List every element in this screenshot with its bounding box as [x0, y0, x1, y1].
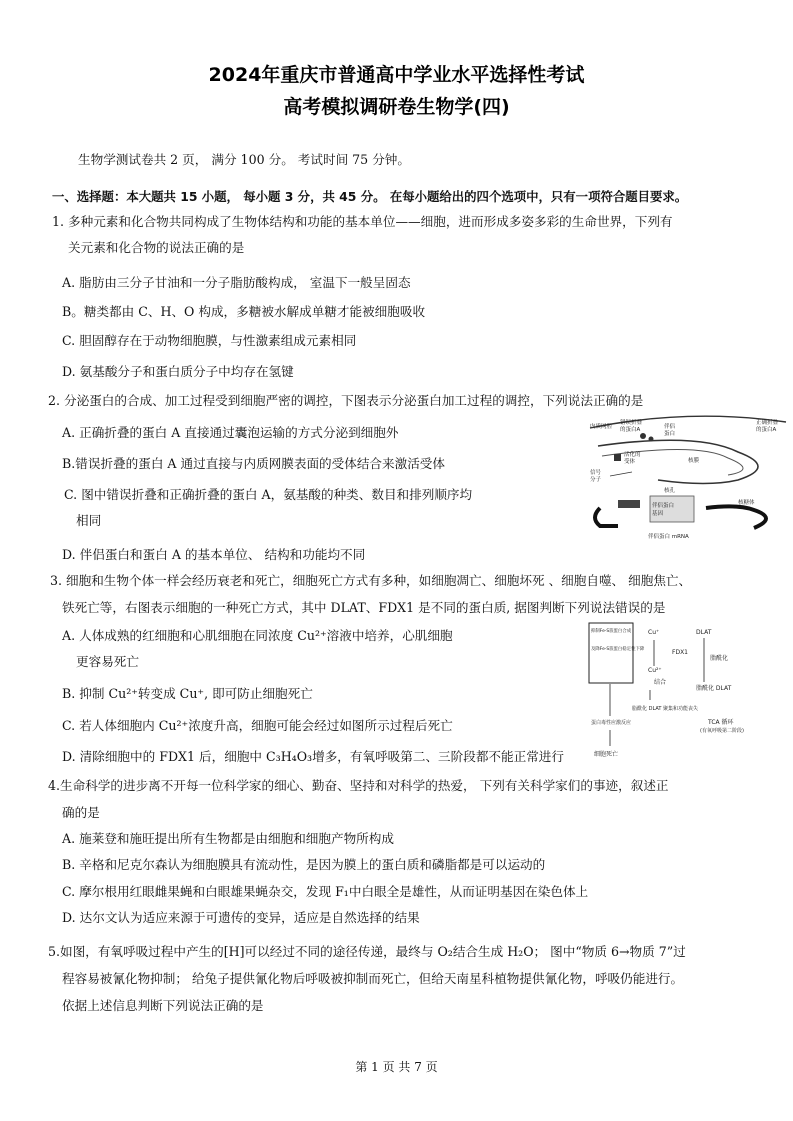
q4-option-a: A. 施莱登和施旺提出所有生物都是由细胞和细胞产物所构成	[62, 831, 394, 846]
q1-stem-1: 1. 多种元素和化合物共同构成了生物体结构和功能的基本单位——细胞，进而形成多姿多彩的生命世界，下列有	[52, 214, 673, 229]
fig3-tca2: (有氧呼吸第二阶段)	[700, 728, 744, 734]
fig3-box1: 抑制Fe-S簇蛋白合成	[591, 629, 632, 634]
q4-option-c: C. 摩尔根用红眼雌果蝇和白眼雄果蝇杂交，发现 F₁中白眼全是雄性，从而证明基因在染色体上	[62, 884, 589, 899]
q4-option-b: B. 辛格和尼克尔森认为细胞膜具有流动性，是因为膜上的蛋白质和磷脂都是可以运动的	[62, 857, 546, 872]
exam-subtitle: 高考模拟调研卷生物学(四)	[283, 96, 510, 118]
q1-stem-2: 关元素和化合物的说法正确的是	[68, 240, 245, 255]
q5-stem-1: 5.如图，有氧呼吸过程中产生的[H]可以经过不同的途径传递，最终与 O₂结合生成 H₂O； 图中“物质 6→物质 7”过	[48, 944, 686, 959]
fig2-label-protein-a: 的蛋白A	[620, 427, 641, 433]
q3-option-a-1: A. 人体成熟的红细胞和心肌细胞在同浓度 Cu²⁺溶液中培养，心肌细胞	[62, 628, 453, 643]
section-heading: 一、选择题：本大题共 15 小题， 每小题 3 分，共 45 分。 在每小题给出的四个选项中，只有一项符合题目要求。	[52, 189, 688, 204]
q1-option-a: A. 脂肪由三分子甘油和一分子脂肪酸构成， 室温下一般呈固态	[62, 275, 411, 290]
q1-option-c: C. 胆固醇存在于动物细胞膜，与性激素组成元素相同	[62, 333, 357, 348]
fig2-label-signal: 信号	[590, 470, 602, 476]
fig2-label-pore: 核孔	[664, 488, 676, 494]
fig2-label-mrna: 伴侣蛋白 mRNA	[648, 534, 689, 540]
fig3-bind: 结合	[654, 679, 667, 686]
q2-option-b: B.错误折叠的蛋白 A 通过直接与内质网膜表面的受体结合来激活受体	[62, 456, 445, 471]
fig2-label-correct: 正确折叠	[756, 420, 779, 426]
q2-option-c-2: 相同	[76, 513, 102, 528]
cuproptosis-figure	[588, 620, 788, 762]
fig3-cu1: Cu⁺	[648, 629, 660, 636]
q3-stem-1: 3. 细胞和生物个体一样会经历衰老和死亡，细胞死亡方式有多种，如细胞凋亡、细胞坏死 、细胞自噬、 细胞焦亡、	[50, 573, 692, 588]
fig3-fdx1: FDX1	[672, 649, 688, 656]
q5-stem-2: 程容易被氰化物抑制； 给兔子提供氰化物后呼吸被抑制而死亡，但给天南星科植物提供氰化物，呼吸仍能进行。	[62, 971, 684, 986]
fig3-lipo: 脂酰化	[710, 655, 729, 662]
fig3-tca: TCA 循环	[708, 719, 734, 726]
fig3-lipo-dlat: 脂酰化 DLAT	[696, 685, 732, 692]
fig2-label-gene: 伴侣蛋白	[652, 503, 675, 509]
fig2-label-molecule: 分子	[590, 477, 602, 483]
fig2-label-wrong: 错误折叠	[620, 420, 643, 426]
q2-option-a: A. 正确折叠的蛋白 A 直接通过囊泡运输的方式分泌到细胞外	[62, 425, 399, 440]
q4-option-d: D. 达尔文认为适应来源于可遗传的变异，适应是自然选择的结果	[62, 910, 420, 925]
fig3-death: 细胞死亡	[594, 751, 619, 758]
fig3-cu2: Cu²⁺	[648, 667, 662, 674]
fig3-dlat: DLAT	[696, 629, 712, 636]
fig2-label-nucleus: 核膜	[688, 458, 700, 464]
q3-option-b: B. 抑制 Cu²⁺转变成 Cu⁺, 即可防止细胞死亡	[62, 686, 313, 701]
q3-stem-2: 铁死亡等，右图表示细胞的一种死亡方式，其中 DLAT、FDX1 是不同的蛋白质, 据图判断下列说法错误的是	[62, 600, 666, 615]
intro-text: 生物学测试卷共 2 页， 满分 100 分。 考试时间 75 分钟。	[78, 152, 410, 167]
fig2-label-chaperone2: 蛋白	[664, 431, 676, 437]
q3-option-a-2: 更容易死亡	[76, 654, 139, 669]
fig3-agg: 脂酰化 DLAT 聚集和功能丧失	[632, 706, 699, 712]
q5-stem-3: 依据上述信息判断下列说法正确的是	[62, 998, 264, 1013]
fig2-label-er: 内质网腔	[590, 424, 613, 430]
fig3-box1b: 及降Fe-S簇蛋白稳定性下降	[591, 647, 645, 652]
fig2-label-chaperone: 伴侣	[664, 424, 676, 430]
fig2-label-gene2: 基因	[652, 511, 664, 517]
fig2-label-activated: 活化的	[624, 452, 641, 458]
q1-option-d: D. 氨基酸分子和蛋白质分子中均存在氢键	[62, 364, 294, 379]
q2-option-c-1: C. 图中错误折叠和正确折叠的蛋白 A，氨基酸的种类、数目和排列顺序均	[64, 487, 473, 502]
q2-stem: 2. 分泌蛋白的合成、加工过程受到细胞严密的调控，下图表示分泌蛋白加工过程的调控，下列说法正确的是	[48, 393, 644, 408]
q3-option-c: C. 若人体细胞内 Cu²⁺浓度升高，细胞可能会经过如图所示过程后死亡	[62, 718, 453, 733]
fig3-stress: 蛋白毒性应激反应	[591, 720, 632, 726]
fig2-label-protein-a2: 的蛋白A	[756, 427, 777, 433]
page-number: 第 1 页 共 7 页	[355, 1060, 438, 1074]
q1-option-b: B。糖类都由 C、H、O 构成，多糖被水解成单糖才能被细胞吸收	[62, 304, 426, 319]
secretory-protein-figure	[588, 412, 788, 542]
q2-option-d: D. 伴侣蛋白和蛋白 A 的基本单位、 结构和功能均不同	[62, 547, 366, 562]
q4-stem-1: 4.生命科学的进步离不开每一位科学家的细心、勤奋、坚持和对科学的热爱， 下列有关科学家们的事迹，叙述正	[48, 778, 669, 793]
fig2-label-receptor: 受体	[624, 459, 636, 465]
q3-option-d: D. 清除细胞中的 FDX1 后，细胞中 C₃H₄O₃增多，有氧呼吸第二、三阶段都不能正常进行	[62, 749, 564, 764]
fig2-label-ribosome: 核糖体	[738, 500, 755, 506]
exam-title: 2024年重庆市普通高中学业水平选择性考试	[208, 64, 585, 86]
q4-stem-2: 确的是	[62, 805, 100, 820]
